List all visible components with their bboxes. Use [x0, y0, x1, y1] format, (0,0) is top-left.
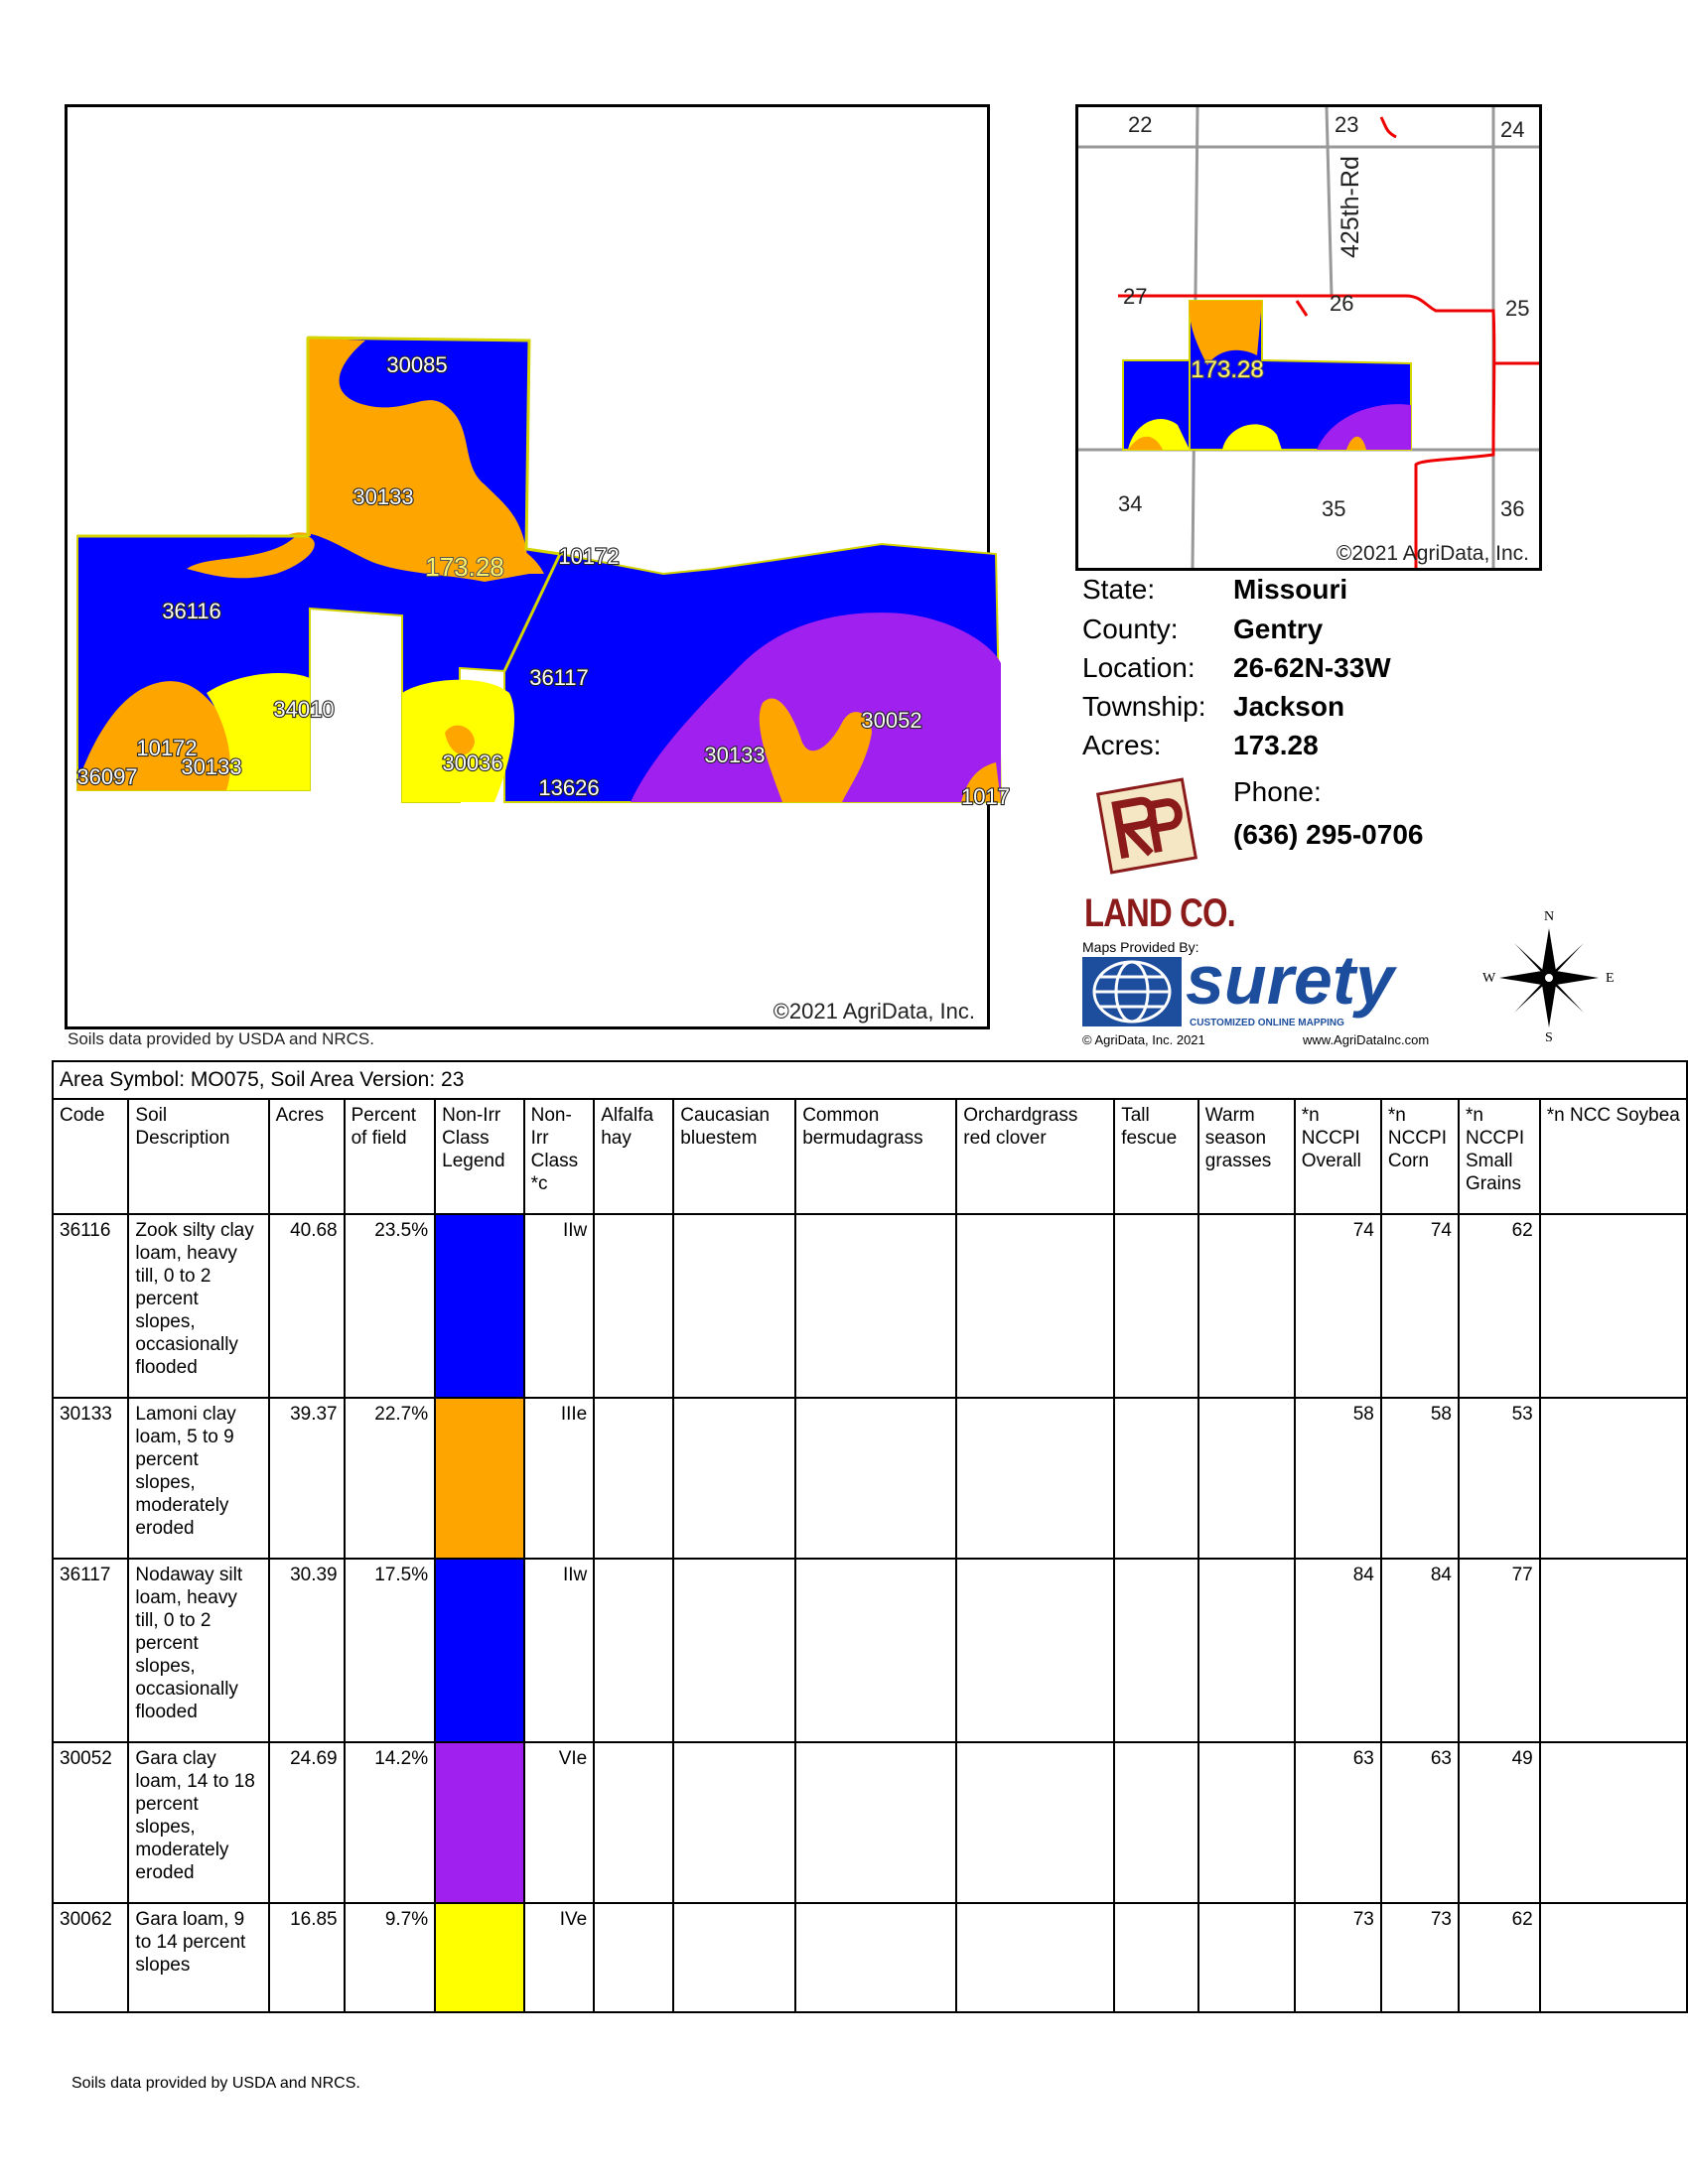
cell-empty	[1540, 1214, 1687, 1398]
legend-swatch	[435, 1903, 524, 2012]
agridata-url: www.AgriDataInc.com	[1303, 1032, 1430, 1047]
rp-logo-icon	[1092, 776, 1201, 876]
map-label: 30052	[861, 708, 922, 733]
cell-empty	[956, 1559, 1114, 1742]
cell-nccpi-overall: 73	[1295, 1903, 1381, 2012]
cell-nccpi-small-grains: 62	[1459, 1903, 1540, 2012]
cell-nccpi-corn: 74	[1381, 1214, 1459, 1398]
cell-acres: 16.85	[269, 1903, 345, 2012]
table-row	[53, 1742, 1687, 1903]
cell-percent: 9.7%	[345, 1903, 436, 2012]
state-label: State:	[1082, 574, 1156, 605]
township-value: Jackson	[1233, 691, 1345, 722]
cell-nccpi-small-grains: 62	[1459, 1214, 1540, 1398]
cell-percent: 14.2%	[345, 1742, 436, 1903]
compass-e: E	[1606, 971, 1615, 986]
phone-value: (636) 295-0706	[1233, 819, 1424, 850]
cell-nccpi-corn: 73	[1381, 1903, 1459, 2012]
header-code: Code	[53, 1099, 128, 1214]
cell-empty	[956, 1398, 1114, 1559]
cell-nccpi-overall: 84	[1295, 1559, 1381, 1742]
cell-description: Gara loam, 9 to 14 percent slopes	[128, 1903, 268, 2012]
acres-info-label: Acres:	[1082, 730, 1162, 760]
section-number: 34	[1118, 491, 1143, 516]
map-label: 34010	[273, 697, 335, 722]
cell-empty	[1540, 1398, 1687, 1559]
cell-class: VIe	[524, 1742, 595, 1903]
cell-description: Lamoni clay loam, 5 to 9 percent slopes, moderately eroded	[128, 1398, 268, 1559]
cell-nccpi-small-grains: 49	[1459, 1742, 1540, 1903]
cell-empty	[1198, 1742, 1295, 1903]
soil-table	[52, 1060, 1688, 2013]
maps-provided-by: Maps Provided By:	[1082, 939, 1199, 955]
section-number: 23	[1335, 112, 1359, 137]
compass-w: W	[1482, 971, 1496, 986]
legend-swatch	[435, 1559, 524, 1742]
table-row	[53, 1398, 1687, 1559]
locator-acres-label: 173.28	[1191, 356, 1264, 383]
cell-empty	[956, 1214, 1114, 1398]
compass-n: N	[1544, 909, 1555, 924]
section-number: 27	[1123, 284, 1148, 309]
table-row	[53, 1559, 1687, 1742]
cell-class: IIw	[524, 1214, 595, 1398]
cell-description: Gara clay loam, 14 to 18 percent slopes, moderately eroded	[128, 1742, 268, 1903]
cell-class: IVe	[524, 1903, 595, 2012]
cell-empty	[1540, 1903, 1687, 2012]
township-label: Township:	[1082, 691, 1206, 722]
cell-empty	[795, 1742, 956, 1903]
cell-empty	[1114, 1559, 1198, 1742]
cell-code: 30062	[53, 1903, 128, 2012]
phone-label: Phone:	[1233, 776, 1322, 807]
cell-empty	[956, 1742, 1114, 1903]
locator-map-canvas	[1078, 107, 1539, 568]
acres-value: 173.28	[1233, 730, 1319, 760]
cell-code: 30133	[53, 1398, 128, 1559]
cell-empty	[673, 1903, 795, 2012]
cell-percent: 22.7%	[345, 1398, 436, 1559]
cell-empty	[594, 1559, 673, 1742]
legend-swatch	[435, 1214, 524, 1398]
section-number: 36	[1500, 496, 1525, 521]
county-value: Gentry	[1233, 614, 1324, 644]
header-bermudagrass: Common bermudagrass	[795, 1099, 956, 1214]
cell-code: 36116	[53, 1214, 128, 1398]
header-acres: Acres	[269, 1099, 345, 1214]
road-label: 425th-Rd	[1336, 156, 1364, 258]
info-block	[1082, 574, 1549, 768]
cell-description: Nodaway silt loam, heavy till, 0 to 2 percent slopes, occasionally flooded	[128, 1559, 268, 1742]
map-label: 10172	[558, 544, 620, 569]
compass-icon	[1484, 913, 1614, 1042]
area-symbol: Area Symbol: MO075, Soil Area Version: 23	[53, 1061, 1687, 1099]
location-label: Location:	[1082, 652, 1196, 683]
compass-s: S	[1545, 1030, 1553, 1045]
cell-nccpi-corn: 58	[1381, 1398, 1459, 1559]
cell-empty	[594, 1214, 673, 1398]
county-label: County:	[1082, 614, 1179, 644]
cell-nccpi-corn: 84	[1381, 1559, 1459, 1742]
cell-empty	[795, 1559, 956, 1742]
cell-nccpi-corn: 63	[1381, 1742, 1459, 1903]
cell-empty	[795, 1214, 956, 1398]
map-label: 36097	[76, 764, 138, 789]
header-nccpi-corn: *n NCCPI Corn	[1381, 1099, 1459, 1214]
map-label: 1017	[961, 784, 1010, 809]
cell-empty	[594, 1398, 673, 1559]
section-number: 25	[1505, 296, 1530, 321]
cell-acres: 30.39	[269, 1559, 345, 1742]
cell-nccpi-overall: 63	[1295, 1742, 1381, 1903]
cell-nccpi-overall: 74	[1295, 1214, 1381, 1398]
cell-acres: 40.68	[269, 1214, 345, 1398]
header-class: Non-Irr Class *c	[524, 1099, 595, 1214]
cell-empty	[1540, 1559, 1687, 1742]
agridata-copyright: © AgriData, Inc. 2021	[1082, 1032, 1205, 1047]
compass-rose	[1482, 909, 1615, 1045]
cell-empty	[1540, 1742, 1687, 1903]
surety-tagline: CUSTOMIZED ONLINE MAPPING	[1190, 1018, 1344, 1028]
map-label: 36117	[529, 665, 589, 690]
cell-empty	[673, 1398, 795, 1559]
cell-empty	[1114, 1398, 1198, 1559]
header-nccpi-overall: *n NCCPI Overall	[1295, 1099, 1381, 1214]
cell-empty	[1198, 1398, 1295, 1559]
cell-empty	[594, 1903, 673, 2012]
locator-copyright: ©2021 AgriData, Inc.	[1336, 542, 1529, 565]
rp-logo	[1092, 776, 1201, 876]
header-caucasian: Caucasian bluestem	[673, 1099, 795, 1214]
cell-empty	[1114, 1742, 1198, 1903]
locator-map[interactable]	[1075, 104, 1542, 571]
map-label: 30036	[442, 751, 503, 775]
cell-empty	[673, 1559, 795, 1742]
soil-map-canvas	[68, 107, 1010, 1026]
section-number: 24	[1500, 117, 1525, 142]
cell-description: Zook silty clay loam, heavy till, 0 to 2 percent slopes, occasionally flooded	[128, 1214, 268, 1398]
legend-swatch	[435, 1742, 524, 1903]
cell-empty	[795, 1903, 956, 2012]
cell-empty	[956, 1903, 1114, 2012]
header-percent: Percent of field	[345, 1099, 436, 1214]
map-label: 30133	[704, 743, 766, 767]
map-label: 30085	[386, 352, 448, 377]
cell-acres: 24.69	[269, 1742, 345, 1903]
state-value: Missouri	[1233, 574, 1348, 605]
header-tall-fescue: Tall fescue	[1114, 1099, 1198, 1214]
section-number: 22	[1128, 112, 1153, 137]
cell-code: 30052	[53, 1742, 128, 1903]
header-nccpi-soybeans: *n NCC Soybea	[1540, 1099, 1687, 1214]
cell-empty	[1198, 1214, 1295, 1398]
table-row	[53, 1214, 1687, 1398]
cell-empty	[673, 1742, 795, 1903]
soil-map[interactable]	[65, 104, 1010, 1029]
header-orchardgrass: Orchardgrass red clover	[956, 1099, 1114, 1214]
map-label: 30133	[181, 754, 242, 779]
cell-nccpi-overall: 58	[1295, 1398, 1381, 1559]
cell-percent: 17.5%	[345, 1559, 436, 1742]
map-copyright: ©2021 AgriData, Inc.	[773, 999, 975, 1024]
header-warm-season: Warm season grasses	[1198, 1099, 1295, 1214]
cell-acres: 39.37	[269, 1398, 345, 1559]
map-label: 30133	[352, 484, 414, 509]
legend-swatch	[435, 1398, 524, 1559]
header-class-legend: Non-Irr Class Legend	[435, 1099, 524, 1214]
cell-class: IIIe	[524, 1398, 595, 1559]
map-label: 10172	[136, 736, 198, 760]
cell-empty	[1114, 1903, 1198, 2012]
map-caption: Soils data provided by USDA and NRCS.	[68, 1029, 374, 1048]
globe-icon	[1082, 957, 1182, 1026]
header-alfalfa: Alfalfa hay	[594, 1099, 673, 1214]
footer-note: Soils data provided by USDA and NRCS.	[71, 2075, 360, 2092]
cell-empty	[1198, 1559, 1295, 1742]
map-label: 36116	[162, 599, 221, 623]
table-header-row	[53, 1099, 1687, 1214]
table-row	[53, 1903, 1687, 2012]
section-number: 35	[1322, 496, 1346, 521]
surety-wordmark: surety	[1186, 941, 1395, 1019]
cell-class: IIw	[524, 1559, 595, 1742]
header-nccpi-small-grains: *n NCCPI Small Grains	[1459, 1099, 1540, 1214]
cell-empty	[795, 1398, 956, 1559]
cell-empty	[1198, 1903, 1295, 2012]
cell-empty	[1114, 1214, 1198, 1398]
cell-code: 36117	[53, 1559, 128, 1742]
company-name: LAND CO.	[1084, 891, 1235, 935]
cell-nccpi-small-grains: 53	[1459, 1398, 1540, 1559]
section-number: 26	[1330, 291, 1354, 316]
cell-empty	[673, 1214, 795, 1398]
acres-label: 173.28	[425, 552, 504, 582]
map-label: 13626	[538, 775, 600, 800]
cell-percent: 23.5%	[345, 1214, 436, 1398]
cell-nccpi-small-grains: 77	[1459, 1559, 1540, 1742]
header-soil-description: Soil Description	[128, 1099, 268, 1214]
cell-empty	[594, 1742, 673, 1903]
location-value: 26-62N-33W	[1233, 652, 1391, 683]
